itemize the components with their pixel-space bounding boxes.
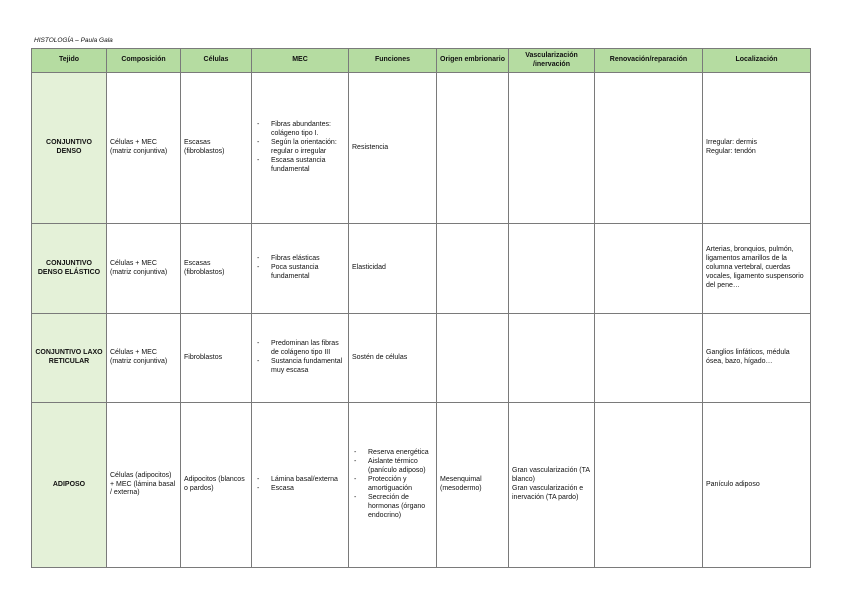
tejido-cell: ADIPOSO: [32, 403, 107, 568]
funciones-item: - Aislante térmico (panículo adiposo): [352, 458, 433, 476]
vascularizacion-cell: [509, 224, 595, 314]
origen-cell: [437, 224, 509, 314]
funciones-cell: Resistencia: [349, 73, 437, 224]
vascularizacion-cell: Gran vascularización (TA blanco) Gran vascularización e inervación (TA pardo): [509, 403, 595, 568]
mec-cell: [252, 403, 349, 568]
mec-item-list: [255, 121, 345, 175]
localizacion-cell: Arterias, bronquios, pulmón, ligamentos amarillos de la columna vertebral, cuerdas vocales, ligamento suspensorio del pene…: [703, 224, 811, 314]
mec-item: - Sustancia fundamental muy escasa: [255, 358, 345, 376]
renovacion-cell: [595, 224, 703, 314]
vascularizacion-cell: [509, 73, 595, 224]
header-localizacion: Localización: [703, 49, 811, 73]
vascularizacion-cell: [509, 314, 595, 403]
funciones-item: - Protección y amortiguación: [352, 476, 433, 494]
header-mec: MEC: [252, 49, 349, 73]
funciones-cell: Elasticidad: [349, 224, 437, 314]
celulas-cell: Adipocitos (blancos o pardos): [181, 403, 252, 568]
localizacion-cell: Panículo adiposo: [703, 403, 811, 568]
mec-item-list: [255, 255, 345, 282]
origen-cell: [437, 73, 509, 224]
origen-cell: [437, 314, 509, 403]
celulas-cell: Escasas (fibroblastos): [181, 224, 252, 314]
origen-cell: Mesenquimal (mesodermo): [437, 403, 509, 568]
header-row: [32, 49, 811, 73]
mec-item: - Lámina basal/externa: [255, 476, 345, 485]
table-row: [32, 403, 811, 568]
mec-item: - Fibras abundantes: colágeno tipo I.: [255, 121, 345, 139]
composicion-cell: Células + MEC (matriz conjuntiva): [107, 314, 181, 403]
mec-item: - Predominan las fibras de colágeno tipo III: [255, 340, 345, 358]
renovacion-cell: [595, 403, 703, 568]
funciones-cell: Sostén de células: [349, 314, 437, 403]
tejido-cell: CONJUNTIVO DENSO ELÁSTICO: [32, 224, 107, 314]
mec-cell: [252, 224, 349, 314]
mec-item: - Poca sustancia fundamental: [255, 264, 345, 282]
histology-table: [31, 48, 811, 568]
header-funciones: Funciones: [349, 49, 437, 73]
mec-item-list: [255, 476, 345, 494]
header-tejido: Tejido: [32, 49, 107, 73]
table-row: [32, 314, 811, 403]
mec-item: - Según la orientación: regular o irregular: [255, 139, 345, 157]
table-row: [32, 73, 811, 224]
header-composicion: Composición: [107, 49, 181, 73]
composicion-cell: Células + MEC (matriz conjuntiva): [107, 73, 181, 224]
mec-item-list: [255, 340, 345, 376]
tejido-cell: CONJUNTIVO DENSO: [32, 73, 107, 224]
funciones-cell: [349, 403, 437, 568]
localizacion-cell: Irregular: dermis Regular: tendón: [703, 73, 811, 224]
funciones-item: - Reserva energética: [352, 449, 433, 458]
composicion-cell: Células (adipocitos) + MEC (lámina basal / externa): [107, 403, 181, 568]
mec-item: - Fibras elásticas: [255, 255, 345, 264]
mec-cell: [252, 314, 349, 403]
funciones-item: - Secreción de hormonas (órgano endocrino): [352, 494, 433, 521]
document-label: HISTOLOGÍA – Paula Gala: [34, 37, 113, 44]
header-origen: Origen embrionario: [437, 49, 509, 73]
table-row: [32, 224, 811, 314]
funciones-item-list: [352, 449, 433, 521]
celulas-cell: Escasas (fibroblastos): [181, 73, 252, 224]
tejido-cell: CONJUNTIVO LAXO RETICULAR: [32, 314, 107, 403]
localizacion-cell: Ganglios linfáticos, médula ósea, bazo, hígado…: [703, 314, 811, 403]
header-renovacion: Renovación/reparación: [595, 49, 703, 73]
header-vascularizacion: Vascularización /inervación: [509, 49, 595, 73]
celulas-cell: Fibroblastos: [181, 314, 252, 403]
renovacion-cell: [595, 314, 703, 403]
composicion-cell: Células + MEC (matriz conjuntiva): [107, 224, 181, 314]
mec-cell: [252, 73, 349, 224]
mec-item: - Escasa sustancia fundamental: [255, 157, 345, 175]
renovacion-cell: [595, 73, 703, 224]
header-celulas: Células: [181, 49, 252, 73]
mec-item: - Escasa: [255, 485, 345, 494]
